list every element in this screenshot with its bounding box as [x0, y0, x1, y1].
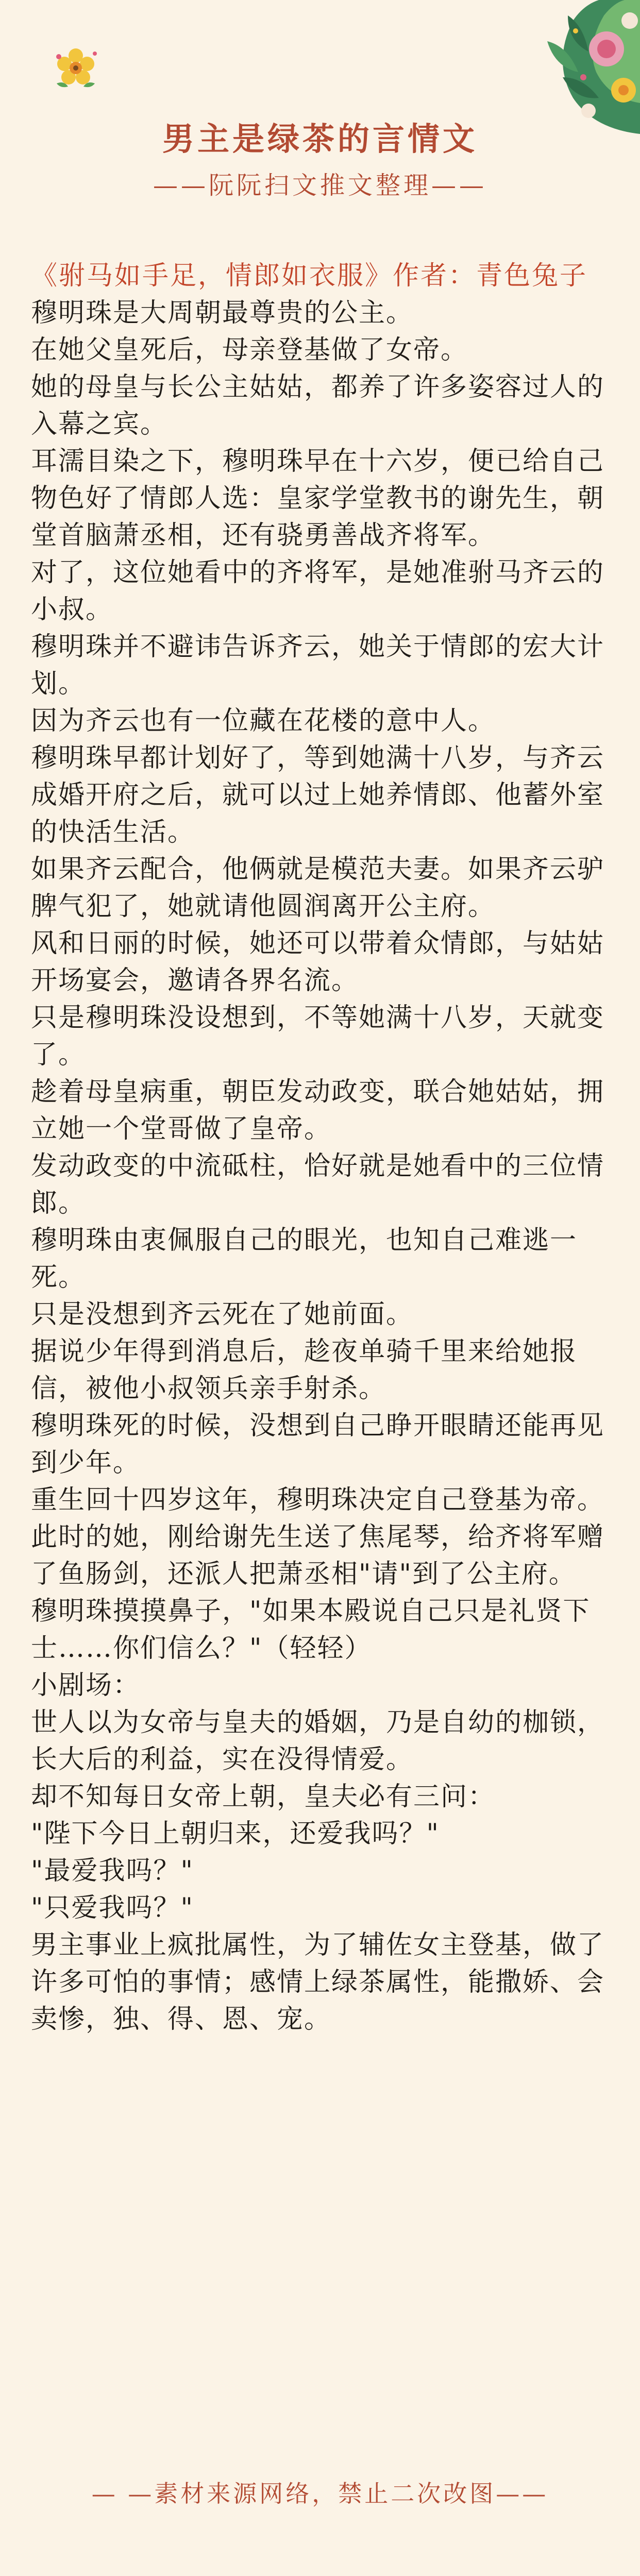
- paragraph: 此时的她，刚给谢先生送了焦尾琴，给齐将军赠了鱼肠剑，还派人把萧丞相"请"到了公主府。: [31, 1522, 605, 1589]
- synopsis: [31, 295, 609, 2038]
- page-title: 男主是绿茶的言情文: [162, 120, 478, 158]
- paragraph: 对了，这位她看中的齐将军，是她准驸马齐云的小叔。: [31, 557, 605, 625]
- paragraph: 穆明珠由衷佩服自己的眼光，也知自己难逃一死。: [31, 1225, 578, 1293]
- paragraph: 风和日丽的时候，她还可以带着众情郎，与姑姑开场宴会，邀请各界名流。: [31, 928, 605, 996]
- paragraph: 世人以为女帝与皇夫的婚姻，乃是自幼的枷锁，长大后的利益，实在没得情爱。: [31, 1707, 605, 1775]
- paragraph: 发动政变的中流砥柱，恰好就是她看中的三位情郎。: [31, 1151, 605, 1218]
- paragraph: "只爱我吗？": [31, 1893, 194, 1923]
- page-header: [0, 118, 640, 202]
- paragraph: 小剧场：: [31, 1670, 141, 1701]
- paragraph: 如果齐云配合，他俩就是模范夫妻。如果齐云驴脾气犯了，她就请他圆润离开公主府。: [31, 854, 605, 922]
- paragraph: 重生回十四岁这年，穆明珠决定自己登基为帝。: [31, 1485, 605, 1515]
- footer-note: — —素材来源网络，禁止二次改图——: [91, 2480, 549, 2507]
- paragraph: "陛下今日上朝归来，还爱我吗？": [31, 1819, 440, 1849]
- paragraph: 穆明珠死的时候，没想到自己睁开眼睛还能再见到少年。: [31, 1411, 605, 1478]
- paragraph: 穆明珠早都计划好了，等到她满十八岁，与齐云成婚开府之后，就可以过上她养情郎、他蓄外室的快活生活。: [31, 743, 605, 848]
- paragraph: 耳濡目染之下，穆明珠早在十六岁，便已给自己物色好了情郎人选：皇家学堂教书的谢先生，朝堂首脑萧丞相，还有骁勇善战齐将军。: [31, 446, 605, 551]
- floral-corner-icon: [485, 0, 640, 134]
- paragraph: 在她父皇死后，母亲登基做了女帝。: [31, 335, 468, 365]
- paragraph: 男主事业上疯批属性，为了辅佐女主登基，做了许多可怕的事情；感情上绿茶属性，能撒娇、会卖惨，独、得、恩、宠。: [31, 1930, 605, 2035]
- book-title: 《驸马如手足，情郎如衣服》作者：青色兔子: [31, 261, 588, 291]
- paragraph: 她的母皇与长公主姑姑，都养了许多姿容过人的入幕之宾。: [31, 372, 605, 439]
- paragraph: 据说少年得到消息后，趁夜单骑千里来给她报信，被他小叔领兵亲手射杀。: [31, 1336, 578, 1404]
- article-body: [31, 258, 609, 2038]
- paragraph: 只是没想到齐云死在了她前面。: [31, 1299, 414, 1330]
- page-subtitle: ——阮阮扫文推文整理——: [153, 171, 487, 200]
- paragraph: 因为齐云也有一位藏在花楼的意中人。: [31, 706, 496, 736]
- paragraph: "最爱我吗？": [31, 1856, 194, 1886]
- flower-icon: [47, 41, 104, 98]
- paragraph: 只是穆明珠没设想到，不等她满十八岁，天就变了。: [31, 1003, 605, 1070]
- paragraph: 穆明珠并不避讳告诉齐云，她关于情郎的宏大计划。: [31, 632, 605, 699]
- paragraph: 穆明珠是大周朝最尊贵的公主。: [31, 298, 414, 328]
- paragraph: 却不知每日女帝上朝，皇夫必有三问：: [31, 1782, 496, 1812]
- paragraph: 穆明珠摸摸鼻子，"如果本殿说自己只是礼贤下士……你们信么？"（轻轻）: [31, 1596, 591, 1664]
- paragraph: 趁着母皇病重，朝臣发动政变，联合她姑姑，拥立她一个堂哥做了皇帝。: [31, 1077, 605, 1144]
